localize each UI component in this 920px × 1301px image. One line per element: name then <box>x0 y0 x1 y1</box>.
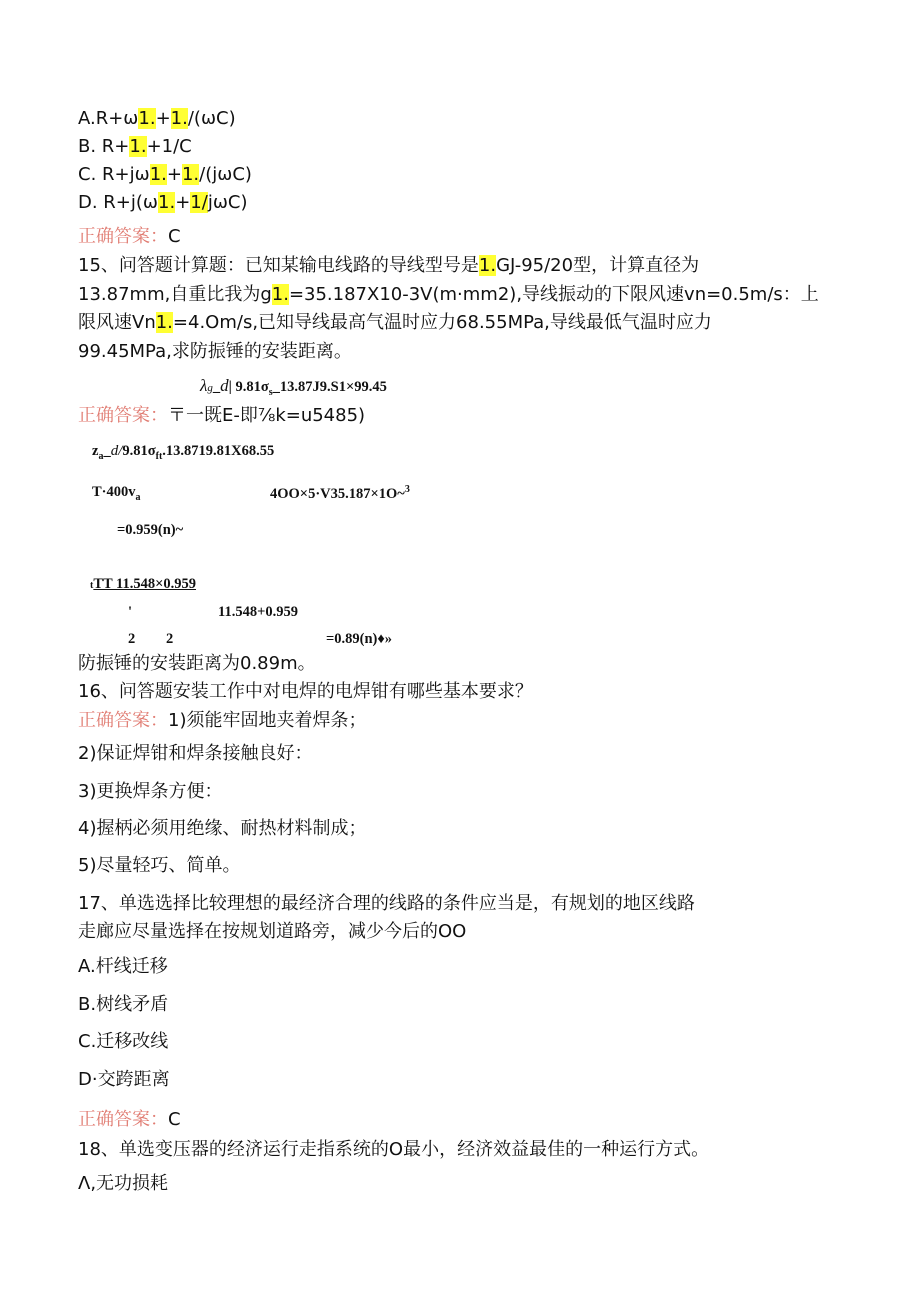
q15-conclusion: 防振锤的安装距离为0.89m。 <box>78 653 316 674</box>
q15-line-2: 13.87mm,自重比我为g1.=35.187X10-3V(m·mm2),导线振动的下限风速vn=0.5m/s：上 <box>78 284 819 305</box>
formula-line-4: =0.959(n)~ <box>117 522 184 538</box>
formula-line-3b: 4OO×5·V35.187×1O~$^3$ <box>270 484 410 502</box>
q17-line-2: 走廊应尽量选择在按规划道路旁，减少今后的OO <box>78 921 467 942</box>
q17-answer: 正确答案：C <box>78 1109 181 1130</box>
formula-line-1: λg_d| $9.81\sigma_s\_13.87J9.S1\times 99.45$ <box>200 376 387 398</box>
option-a: A.R+ω1.+1./(ωC) <box>78 108 236 129</box>
q15-answer: 正确答案：〒一既E-即⅞k=u5485) <box>78 405 366 426</box>
formula-line-7b: 2 <box>166 631 174 647</box>
q17-option-c: C.迁移改线 <box>78 1031 169 1052</box>
q16-answer-4: 4)握柄必须用绝缘、耐热材料制成； <box>78 818 367 839</box>
formula-line-5: tTT 11.548×0.959 <box>90 576 197 592</box>
q15-line-1: 15、问答题计算题：已知某输电线路的导线型号是1.GJ-95/20型，计算直径为 <box>78 255 700 276</box>
formula-line-6b: 11.548+0.959 <box>218 604 298 620</box>
formula-line-7c: =0.89(n)♦» <box>326 631 393 647</box>
q16-answer-5: 5)尽量轻巧、简单。 <box>78 855 241 876</box>
q18-line-1: 18、单选变压器的经济运行走指系统的O最小，经济效益最佳的一种运行方式。 <box>78 1139 710 1160</box>
formula-line-7a: 2 <box>128 631 136 647</box>
option-c: C. R+jω1.+1./(jωC) <box>78 164 252 185</box>
q16-question: 16、问答题安装工作中对电焊的电焊钳有哪些基本要求？ <box>78 681 533 702</box>
formula-line-2: $z_a\_d/9.81\sigma_{ft}.13.8719.81X68.55$ <box>92 443 275 462</box>
q15-line-4: 99.45MPa,求防振锤的安装距离。 <box>78 341 352 362</box>
q17-line-1: 17、单选选择比较理想的最经济合理的线路的条件应当是，有规划的地区线路 <box>78 893 695 914</box>
q14-answer: 正确答案：C <box>78 226 181 247</box>
formula-line-6a: ' <box>128 604 133 620</box>
option-b: B. R+1.+1/C <box>78 136 192 157</box>
formula-line-3a: $T\cdot 400v_a$ <box>92 484 141 503</box>
q15-line-3: 限风速Vn1.=4.Om/s,已知导线最高气温时应力68.55MPa,导线最低气温时应力 <box>78 312 712 333</box>
q18-option-a: Λ,无功损耗 <box>78 1173 169 1194</box>
q16-answer-2: 2)保证焊钳和焊条接触良好： <box>78 743 313 764</box>
q16-answer-1: 正确答案：1)须能牢固地夹着焊条； <box>78 710 367 731</box>
q17-option-b: B.树线矛盾 <box>78 994 169 1015</box>
q17-option-d: D·交跨距离 <box>78 1069 170 1090</box>
q17-option-a: A.杆线迁移 <box>78 956 168 977</box>
option-d: D. R+j(ω1.+1/jωC) <box>78 192 248 213</box>
q16-answer-3: 3)更换焊条方便： <box>78 781 223 802</box>
